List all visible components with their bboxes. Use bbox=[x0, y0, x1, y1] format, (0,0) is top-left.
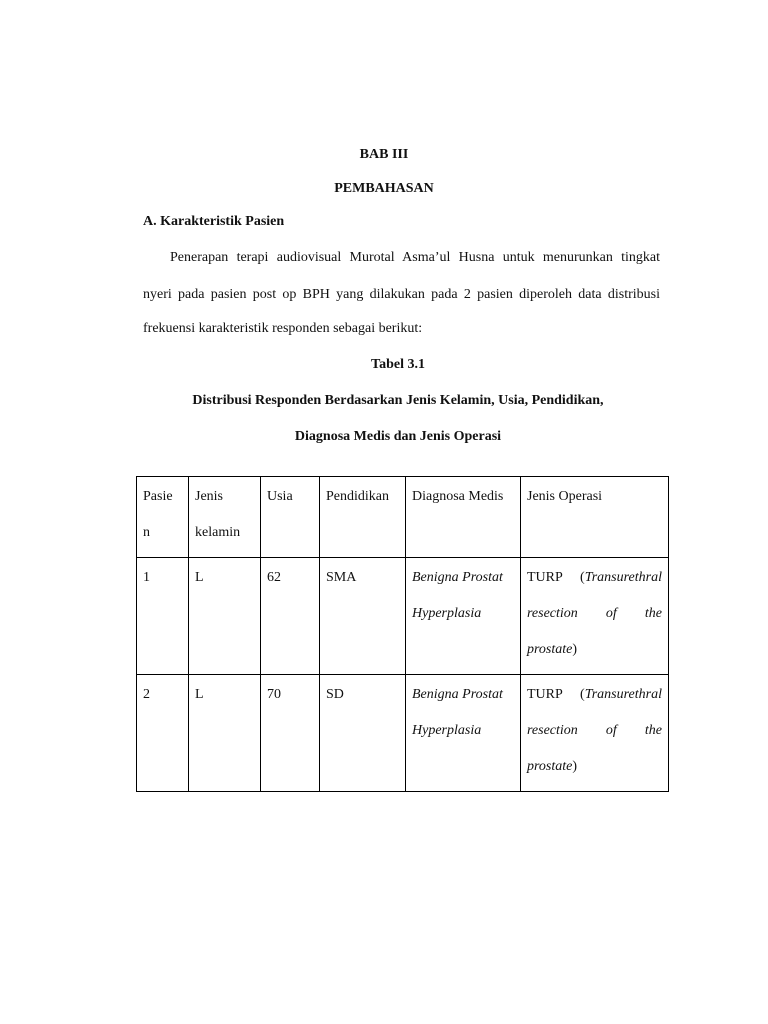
header-pasien: Pasie n bbox=[137, 477, 189, 558]
paragraph-line: frekuensi karakteristik responden sebagai berikut: bbox=[143, 321, 423, 336]
cell-jenis-kelamin: L bbox=[189, 558, 261, 675]
respondent-table bbox=[136, 476, 669, 792]
cell-pendidikan: SMA bbox=[320, 558, 406, 675]
paragraph-line: nyeri pada pasien post op BPH yang dilakukan pada 2 pasien diperoleh data distribusi bbox=[143, 287, 660, 302]
table-row bbox=[137, 675, 669, 792]
table-row bbox=[137, 558, 669, 675]
paragraph-line: Penerapan terapi audiovisual Murotal Asma’ul Husna untuk menurunkan tingkat bbox=[170, 250, 660, 265]
cell-usia: 70 bbox=[261, 675, 320, 792]
cell-diagnosa-medis: Benigna Prostat Hyperplasia bbox=[406, 558, 521, 675]
table-caption-line: Diagnosa Medis dan Jenis Operasi bbox=[294, 429, 502, 444]
header-diagnosa-medis: Diagnosa Medis bbox=[406, 477, 521, 558]
cell-pendidikan: SD bbox=[320, 675, 406, 792]
cell-diagnosa-medis: Benigna Prostat Hyperplasia bbox=[406, 675, 521, 792]
section-heading: A. Karakteristik Pasien bbox=[143, 214, 285, 229]
cell-jenis-operasi: TURP (Transurethral resection of the prostate) bbox=[521, 558, 669, 675]
cell-usia: 62 bbox=[261, 558, 320, 675]
header-pendidikan: Pendidikan bbox=[320, 477, 406, 558]
header-jenis-kelamin: Jenis kelamin bbox=[189, 477, 261, 558]
cell-pasien: 2 bbox=[137, 675, 189, 792]
header-jenis-operasi: Jenis Operasi bbox=[521, 477, 669, 558]
chapter-title: PEMBAHASAN bbox=[334, 181, 434, 196]
table-label: Tabel 3.1 bbox=[371, 357, 425, 372]
chapter-number: BAB III bbox=[359, 147, 409, 162]
table-header-row bbox=[137, 477, 669, 558]
cell-jenis-operasi: TURP (Transurethral resection of the prostate) bbox=[521, 675, 669, 792]
header-usia: Usia bbox=[261, 477, 320, 558]
cell-jenis-kelamin: L bbox=[189, 675, 261, 792]
table-caption-line: Distribusi Responden Berdasarkan Jenis Kelamin, Usia, Pendidikan, bbox=[192, 393, 604, 408]
cell-pasien: 1 bbox=[137, 558, 189, 675]
